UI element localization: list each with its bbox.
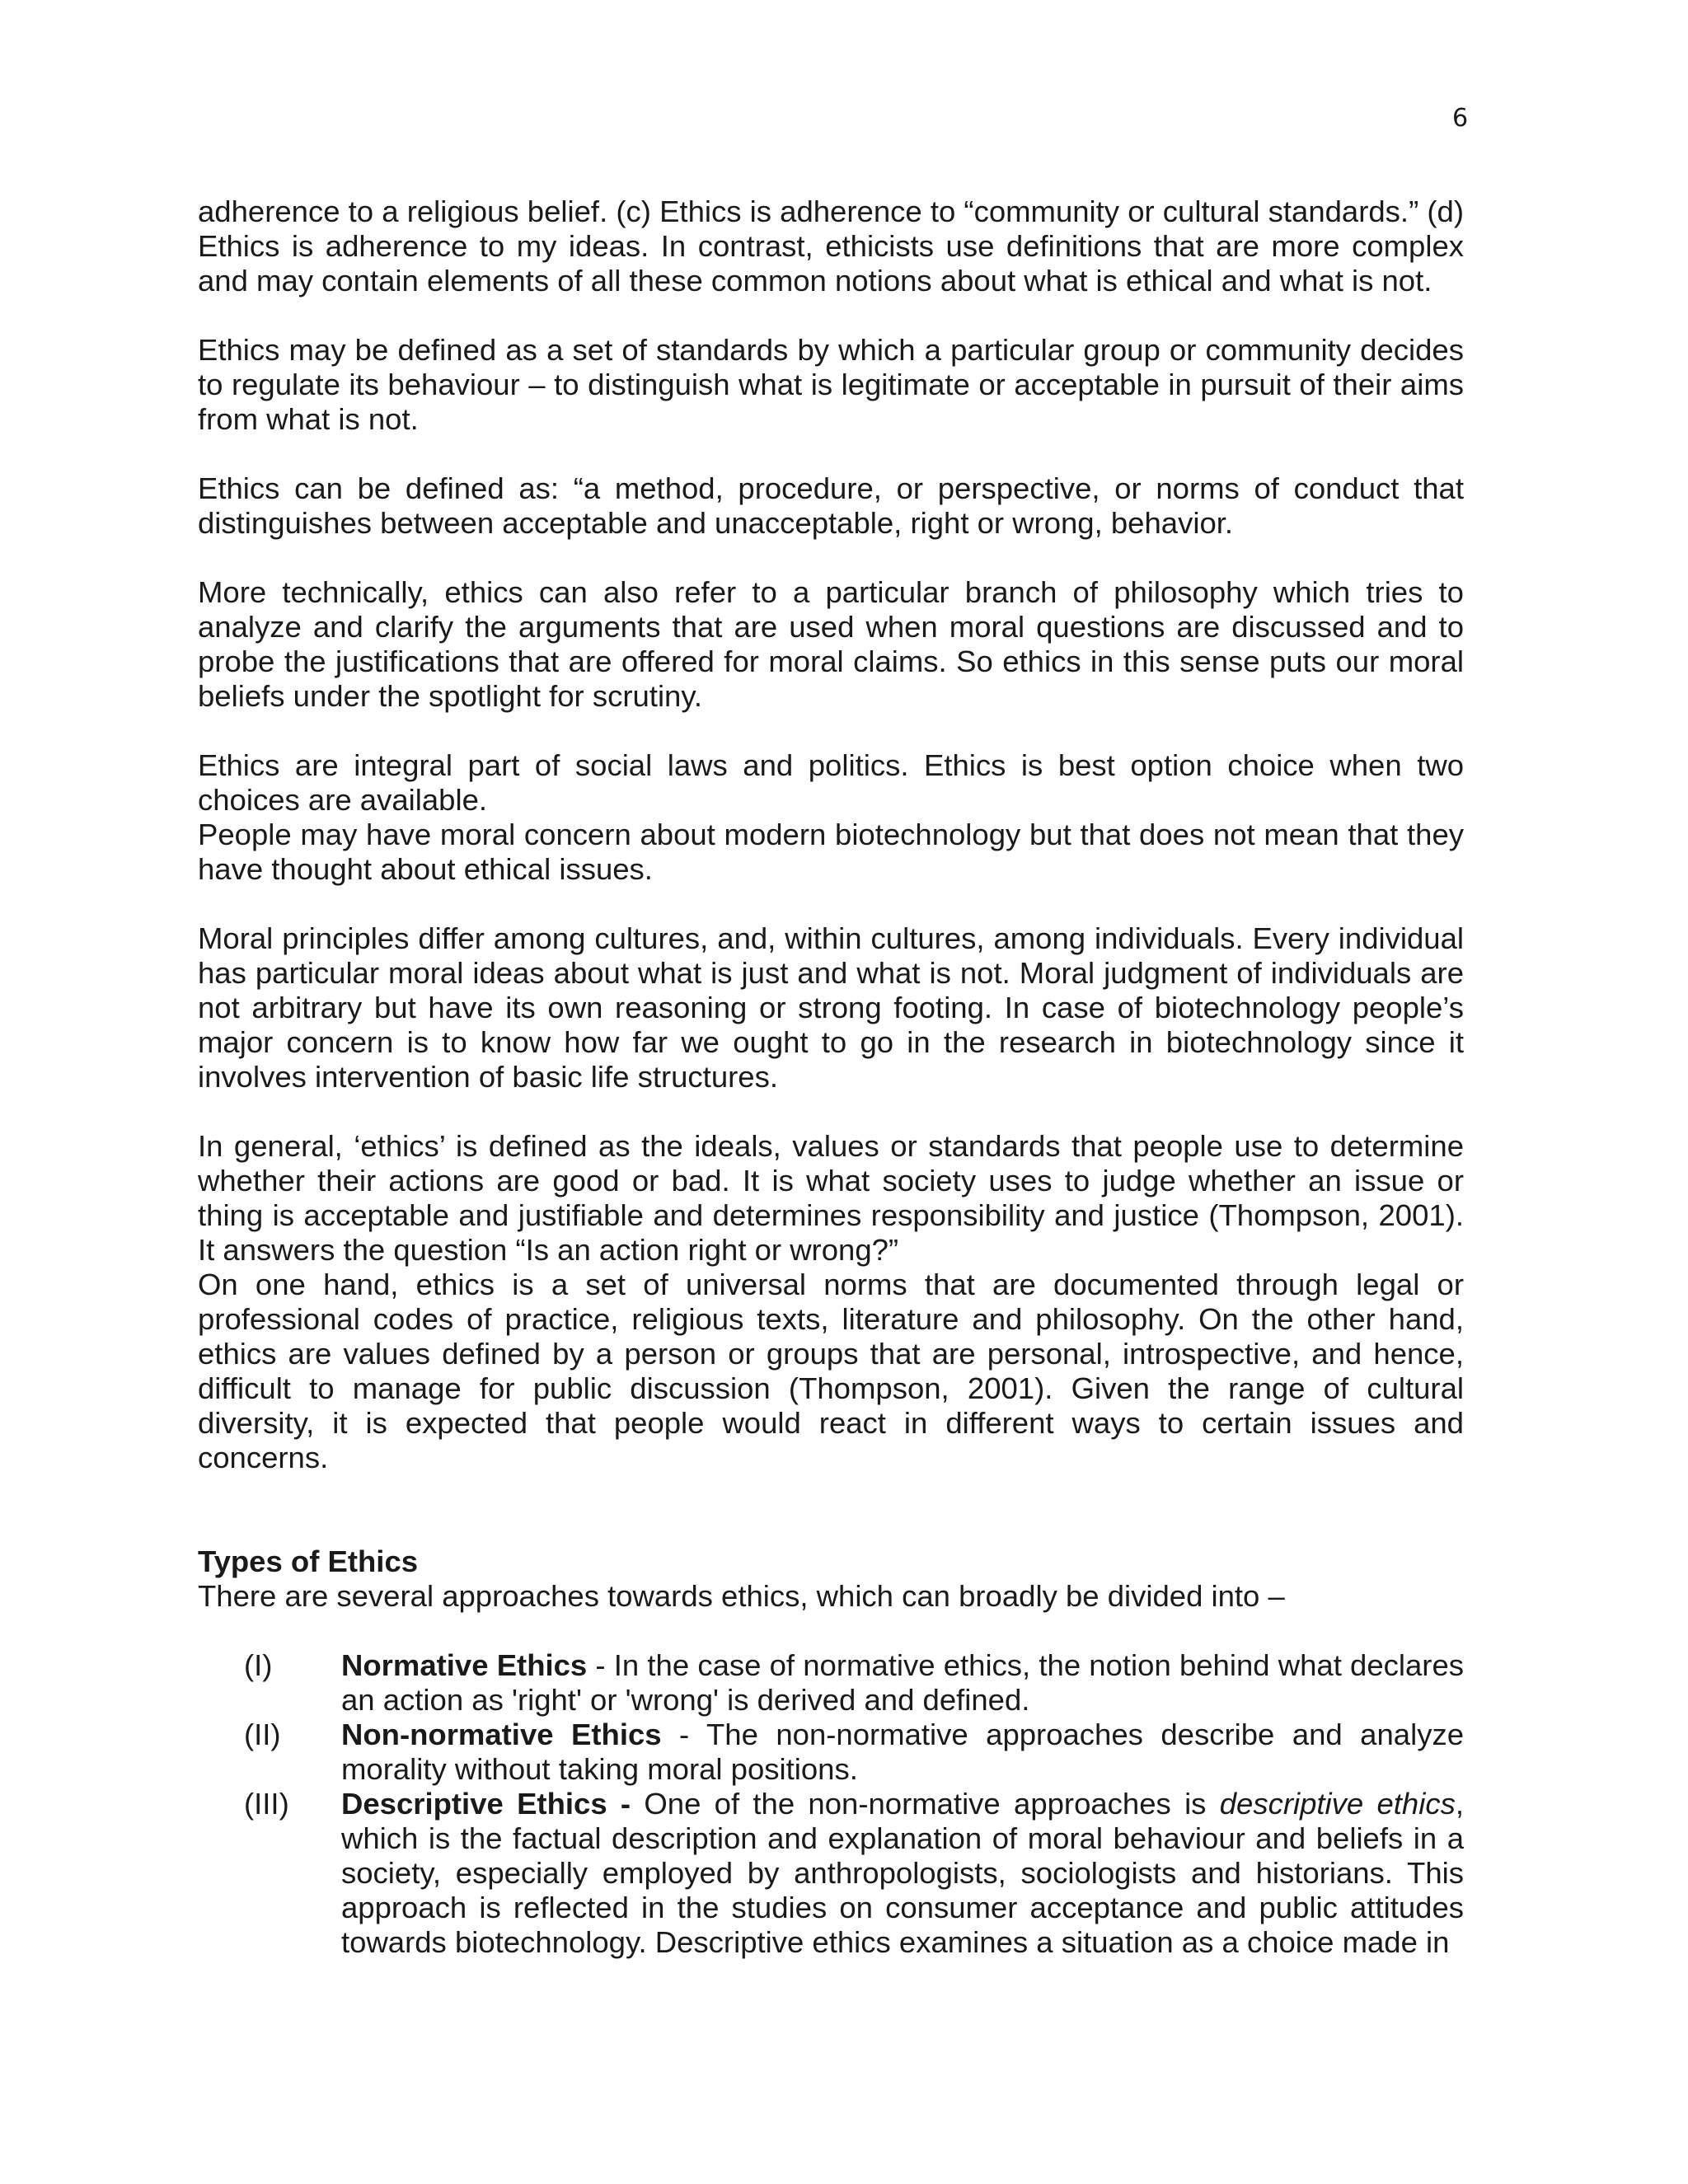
paragraph: Ethics can be defined as: “a method, procedure, or perspective, or norms of conduct that distinguishes between acceptable and unacceptable, right or wrong, behavior. bbox=[198, 471, 1464, 540]
list-item-number: (I) bbox=[244, 1648, 273, 1682]
section-intro: There are several approaches towards ethics, which can broadly be divided into – bbox=[198, 1579, 1285, 1613]
section-heading: Types of Ethics bbox=[198, 1544, 419, 1578]
list-item-body bbox=[341, 1787, 1464, 1960]
document-body bbox=[198, 194, 1464, 1960]
list-item-body bbox=[341, 1718, 1464, 1787]
paragraph: People may have moral concern about modern biotechnology but that does not mean that they have thought about ethical issues. bbox=[198, 818, 1464, 886]
list-item bbox=[198, 1718, 1464, 1787]
paragraph: Ethics may be defined as a set of standards by which a particular group or community decides to regulate its behaviour – to distinguish what is legitimate or acceptable in pursuit of their aims from what is not. bbox=[198, 333, 1464, 436]
list-item-number: (III) bbox=[244, 1787, 289, 1821]
list-item-number: (II) bbox=[244, 1718, 281, 1751]
list-item-emphasis: descriptive ethics bbox=[1219, 1787, 1456, 1821]
list-item-text: - In the case of normative ethics, the notion behind what declares an action as 'right' or 'wrong' is derived and defined. bbox=[341, 1648, 1464, 1717]
paragraph: On one hand, ethics is a set of universal norms that are documented through legal or professional codes of practice, religious texts, literature and philosophy. On the other hand, ethics are values defined by a person or groups that are personal, introspective, and hence, difficult to manage for public discussion (Thompson, 2001). Given the range of cultural diversity, it is expected that people would react in different ways to certain issues and concerns. bbox=[198, 1268, 1464, 1474]
list-item-text: , which is the factual description and explanation of moral behaviour and beliefs in a society, especially employed by anthropologists, sociologists and historians. This approach is reflected in the studies on consumer acceptance and public attitudes towards biotechnology. Descriptive ethics examines a situation as a choice made in bbox=[341, 1787, 1464, 1959]
list-item-term: Normative Ethics bbox=[341, 1648, 588, 1682]
list-item-term: Descriptive Ethics - bbox=[341, 1787, 631, 1821]
paragraph: In general, ‘ethics’ is defined as the ideals, values or standards that people use to determine whether their actions are good or bad. It is what society uses to judge whether an issue or thing is acceptable and justifiable and determines responsibility and justice (Thompson, 2001). It answers the question “Is an action right or wrong?” bbox=[198, 1129, 1464, 1267]
list-item-text: - The non-normative approaches describe and analyze morality without taking moral positions. bbox=[341, 1718, 1464, 1786]
paragraph: Ethics are integral part of social laws and politics. Ethics is best option choice when two choices are available. bbox=[198, 748, 1464, 817]
ethics-types-list bbox=[198, 1648, 1464, 1960]
list-item-text: One of the non-normative approaches is bbox=[631, 1787, 1220, 1821]
paragraph: Moral principles differ among cultures, and, within cultures, among individuals. Every individual has particular moral ideas about what is just and what is not. Moral judgment of individuals are not arbitrary but have its own reasoning or strong footing. In case of biotechnology people’s major concern is to know how far we ought to go in the research in biotechnology since it involves intervention of basic life structures. bbox=[198, 921, 1464, 1094]
list-item-body bbox=[341, 1648, 1464, 1718]
list-item bbox=[198, 1787, 1464, 1960]
list-item-term: Non-normative Ethics bbox=[341, 1718, 662, 1751]
paragraph: adherence to a religious belief. (c) Ethics is adherence to “community or cultural standards.” (d) Ethics is adherence to my ideas. In contrast, ethicists use definitions that are more complex and may contain elements of all these common notions about what is ethical and what is not. bbox=[198, 194, 1464, 298]
page-number: 6 bbox=[1452, 104, 1469, 133]
paragraph: More technically, ethics can also refer to a particular branch of philosophy which tries to analyze and clarify the arguments that are used when moral questions are discussed and to probe the justifications that are offered for moral claims. So ethics in this sense puts our moral beliefs under the spotlight for scrutiny. bbox=[198, 575, 1464, 713]
list-item bbox=[198, 1648, 1464, 1718]
types-of-ethics-section bbox=[198, 1544, 1464, 1614]
